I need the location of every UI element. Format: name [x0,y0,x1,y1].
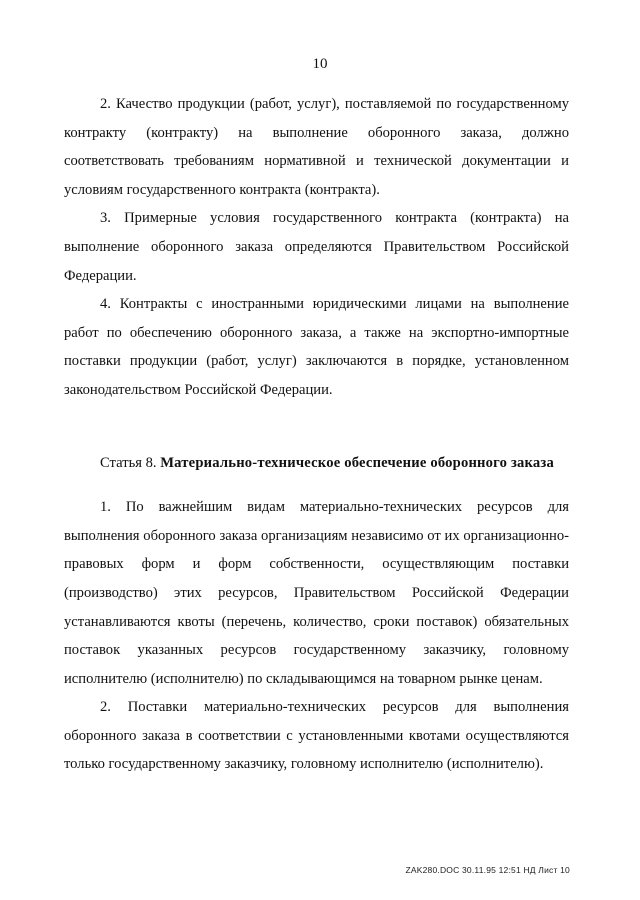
document-body [64,90,569,779]
paragraph: 1. По важнейшим видам материально-технических ресурсов для выполнения оборонного заказа организациям независимо от их организационно-правовых форм и форм собственности, осуществляющим поставки (производство) этих ресурсов, Правительством Российской Федерации устанавливаются квоты (перечень, количество, сроки поставок) обязательных поставок указанных ресурсов государственному заказчику, головному исполнителю (исполнителю) по складывающимся на товарном рынке ценам. [64,499,569,687]
article-title: Материально-техническое обеспечение оборонного заказа [160,454,554,471]
paragraph: 2. Поставки материально-технических ресурсов для выполнения оборонного заказа в соответствии с установленными квотами осуществляются только государственному заказчику, головному исполнителю (исполнителю). [64,699,569,773]
article-label: Статья 8. [100,454,157,471]
article-heading [64,449,569,478]
paragraph: 4. Контракты с иностранными юридическими лицами на выполнение работ по обеспечению оборонного заказа, а также на экспортно-импортные поставки продукции (работ, услуг) заключаются в порядке, установленном законодательством Российской Федерации. [64,296,569,398]
paragraph: 2. Качество продукции (работ, услуг), поставляемой по государственному контракту (контракту) на выполнение оборонного заказа, должно соответствовать требованиям нормативной и технической документации и условиям государственного контракта (контракта). [64,96,569,198]
paragraph: 3. Примерные условия государственного контракта (контракта) на выполнение оборонного заказа определяются Правительством Российской Федерации. [64,210,569,284]
document-footer: ZAK280.DOC 30.11.95 12:51 НД Лист 10 [405,865,570,875]
page-number: 10 [312,56,328,72]
